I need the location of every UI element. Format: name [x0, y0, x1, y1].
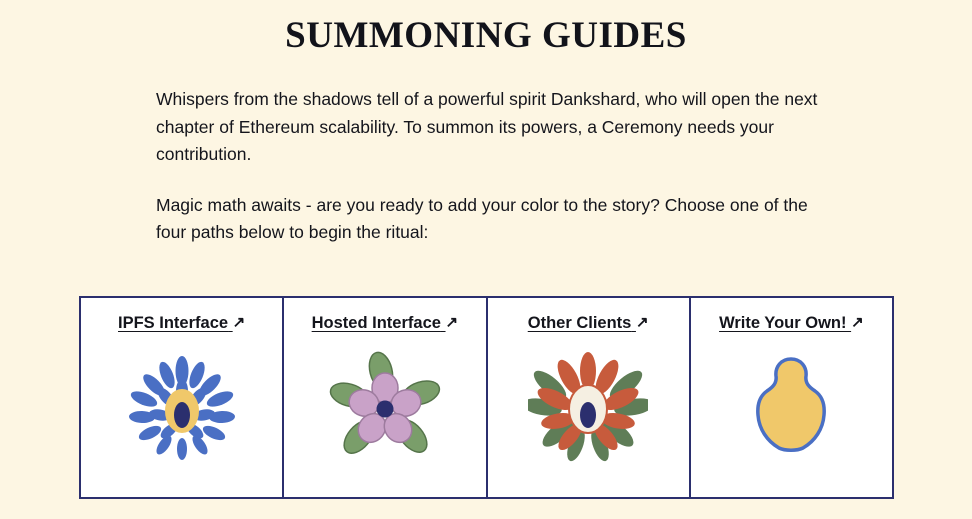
intro-paragraph-1: Whispers from the shadows tell of a powerful spirit Dankshard, who will open the next chapter of Ethereum scalability. To summon its powers, a Ceremony needs your contribution. [156, 89, 818, 164]
page-title: SUMMONING GUIDES [285, 15, 687, 56]
card-label-ipfs-interface: IPFS Interface [118, 314, 229, 332]
orange-green-bloom-icon [528, 347, 648, 465]
card-other-clients[interactable] [488, 298, 691, 497]
card-label-other-clients: Other Clients [527, 314, 632, 332]
card-hosted-interface[interactable] [284, 298, 487, 497]
blue-peacock-flower-icon [122, 347, 242, 465]
card-label-hosted-interface: Hosted Interface [311, 314, 441, 332]
external-link-arrow-icon: ↗ [635, 314, 649, 331]
intro-paragraph-2: Magic math awaits - are you ready to add your color to the story? Choose one of the four paths below to begin the ritual: [156, 194, 808, 242]
external-link-arrow-icon: ↗ [445, 314, 459, 331]
pink-green-flower-icon [325, 347, 445, 465]
card-link-hosted-interface[interactable] [312, 314, 458, 333]
card-write-your-own[interactable] [691, 298, 892, 497]
card-link-other-clients[interactable] [528, 314, 649, 333]
intro-text [156, 86, 836, 246]
external-link-arrow-icon: ↗ [851, 314, 864, 331]
gold-shield-icon [731, 347, 851, 465]
summoning-guides-page [0, 14, 972, 519]
path-cards-row [79, 296, 894, 499]
card-link-write-your-own[interactable] [719, 314, 864, 333]
external-link-arrow-icon: ↗ [232, 314, 246, 331]
card-ipfs-interface[interactable] [81, 298, 284, 497]
card-label-write-your-own: Write Your Own! [719, 314, 847, 332]
card-link-ipfs-interface[interactable] [118, 314, 245, 333]
